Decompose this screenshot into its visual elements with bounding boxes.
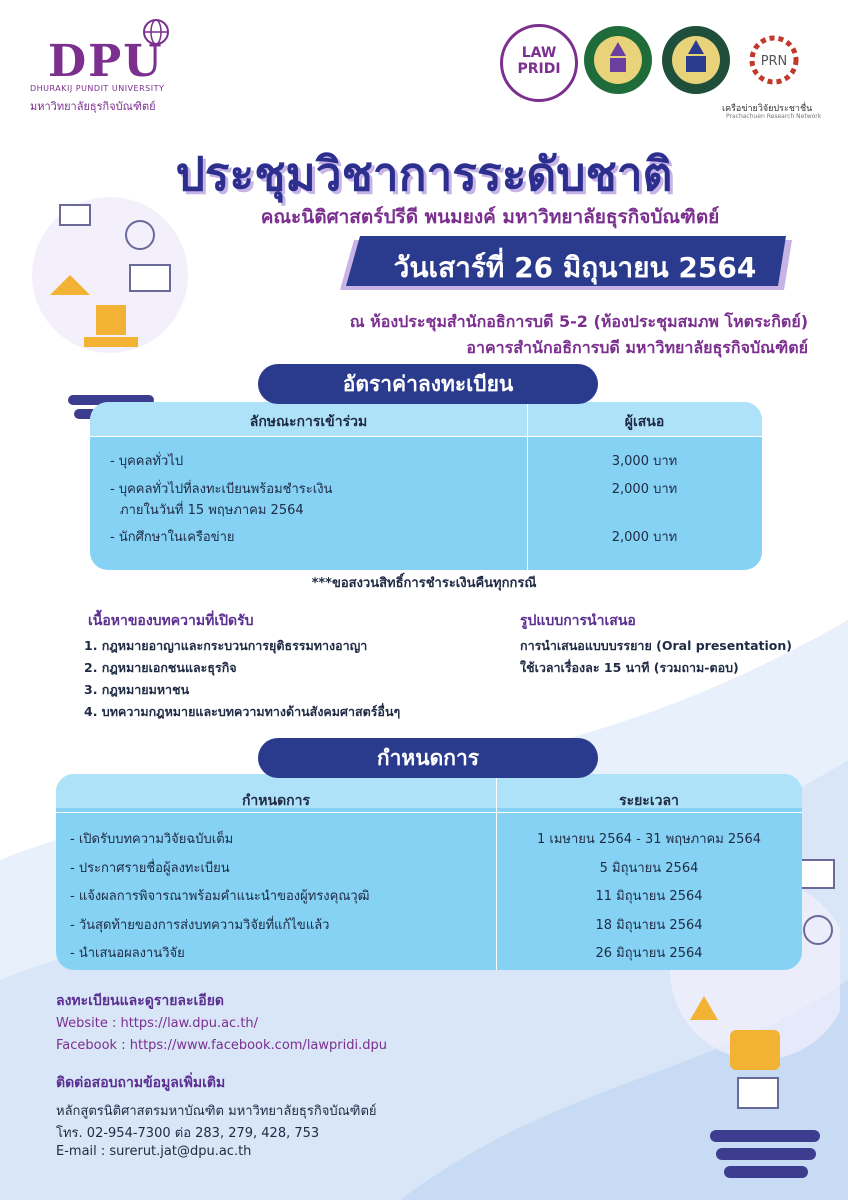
format-line-2: ใช้เวลาเรื่องละ 15 นาที (รวมถาม-ตอบ) bbox=[520, 660, 739, 675]
topic-item: 1. กฎหมายอาญาและกระบวนการยุติธรรมทางอาญา bbox=[84, 638, 368, 653]
schedule-row-value: 5 มิถุนายน 2564 bbox=[599, 861, 699, 876]
topic-item: 4. บทความกฎหมายและบทความทางด้านสังคมศาสตร์อื่นๆ bbox=[84, 704, 401, 719]
topic-item: 3. กฎหมายมหาชน bbox=[84, 682, 190, 697]
schedule-row-label: - แจ้งผลการพิจารณาพร้อมคำแนะนำของผู้ทรงคุณวุฒิ bbox=[70, 889, 370, 904]
schedule-col-header-period: ระยะเวลา bbox=[619, 793, 679, 809]
format-heading: รูปแบบการนำเสนอ bbox=[520, 613, 636, 629]
prn-caption-thai: เครือข่ายวิจัยประชาชื่น bbox=[722, 104, 813, 114]
divider bbox=[56, 812, 802, 813]
fee-table bbox=[90, 402, 762, 570]
facebook-link[interactable]: Facebook : https://www.facebook.com/lawpridi.dpu bbox=[56, 1038, 387, 1053]
fee-row-value: 2,000 บาท bbox=[611, 530, 678, 545]
register-heading: ลงทะเบียนและดูรายละเอียด bbox=[56, 993, 224, 1009]
schedule-col-header-activity: กำหนดการ bbox=[241, 793, 311, 809]
organization: หลักสูตรนิติศาสตรมหาบัณฑิต มหาวิทยาลัยธุรกิจบัณฑิตย์ bbox=[56, 1104, 377, 1119]
schedule-row-value: 18 มิถุนายน 2564 bbox=[595, 918, 703, 933]
schedule-row-value: 1 เมษายน 2564 - 31 พฤษภาคม 2564 bbox=[537, 832, 761, 847]
university-seal-logo-2 bbox=[660, 24, 732, 96]
university-seal-logo-1 bbox=[582, 24, 654, 96]
fee-section-heading: อัตราค่าลงทะเบียน bbox=[258, 364, 598, 404]
schedule-section-heading: กำหนดการ bbox=[258, 738, 598, 778]
format-line-1: การนำเสนอแบบบรรยาย (Oral presentation) bbox=[520, 638, 792, 653]
divider bbox=[90, 436, 762, 437]
fee-col-header-presenter: ผู้เสนอ bbox=[624, 414, 665, 430]
topic-item: 2. กฎหมายเอกชนและธุรกิจ bbox=[84, 660, 237, 675]
event-subtitle: คณะนิติศาสตร์ปรีดี พนมยงค์ มหาวิทยาลัยธุรกิจบัณฑิตย์ bbox=[260, 206, 720, 228]
fee-col-header-type: ลักษณะการเข้าร่วม bbox=[249, 414, 368, 430]
fee-row-label: - นักศึกษาในเครือข่าย bbox=[110, 530, 235, 545]
globe-icon bbox=[142, 18, 170, 46]
prn-logo bbox=[738, 24, 810, 96]
venue-line-1: ณ ห้องประชุมสำนักอธิการบดี 5-2 (ห้องประชุมสมภพ โหตระกิตย์) bbox=[349, 312, 808, 331]
dpu-logo-word: DPU bbox=[48, 36, 164, 87]
schedule-row-label: - ประกาศรายชื่อผู้ลงทะเบียน bbox=[70, 861, 230, 876]
fee-row-label-2: ภายในวันที่ 15 พฤษภาคม 2564 bbox=[120, 503, 304, 518]
website-link[interactable]: Website : https://law.dpu.ac.th/ bbox=[56, 1016, 259, 1031]
schedule-row-label: - วันสุดท้ายของการส่งบทความวิจัยที่แก้ไขแล้ว bbox=[70, 918, 330, 933]
event-title: ประชุมวิชาการระดับชาติ bbox=[175, 147, 673, 201]
venue-line-2: อาคารสำนักอธิการบดี มหาวิทยาลัยธุรกิจบัณฑิตย์ bbox=[466, 338, 808, 357]
dpu-logo-thai: มหาวิทยาลัยธุรกิจบัณฑิตย์ bbox=[30, 100, 156, 113]
schedule-row-value: 11 มิถุนายน 2564 bbox=[595, 889, 703, 904]
law-pridi-logo bbox=[500, 24, 578, 102]
prn-caption-english: Prachachuen Research Network bbox=[726, 113, 822, 120]
topics-heading: เนื้อหาของบทความที่เปิดรับ bbox=[88, 613, 254, 629]
phone: โทร. 02-954-7300 ต่อ 283, 279, 428, 753 bbox=[56, 1126, 320, 1141]
event-date: วันเสาร์ที่ 26 มิถุนายน 2564 bbox=[393, 251, 757, 284]
prn-logo-text: PRN bbox=[760, 54, 788, 69]
fee-row-label: - บุคคลทั่วไป bbox=[110, 454, 184, 469]
fee-row-label: - บุคคลทั่วไปที่ลงทะเบียนพร้อมชำระเงิน bbox=[110, 482, 333, 497]
schedule-row-label: - เปิดรับบทความวิจัยฉบับเต็ม bbox=[70, 832, 234, 847]
refund-note: ***ขอสงวนสิทธิ์การชำระเงินคืนทุกกรณี bbox=[311, 576, 537, 591]
schedule-table bbox=[56, 774, 802, 970]
schedule-row-value: 26 มิถุนายน 2564 bbox=[595, 946, 703, 961]
law-pridi-logo-text: LAW PRIDI bbox=[517, 45, 561, 77]
dpu-logo-english: DHURAKIJ PUNDIT UNIVERSITY bbox=[30, 84, 165, 93]
email[interactable]: E-mail : surerut.jat@dpu.ac.th bbox=[56, 1144, 252, 1159]
inquiry-heading: ติดต่อสอบถามข้อมูลเพิ่มเติม bbox=[56, 1075, 226, 1091]
fee-row-value: 3,000 บาท bbox=[611, 454, 678, 469]
fee-row-value: 2,000 บาท bbox=[611, 482, 678, 497]
schedule-row-label: - นำเสนอผลงานวิจัย bbox=[70, 946, 185, 961]
